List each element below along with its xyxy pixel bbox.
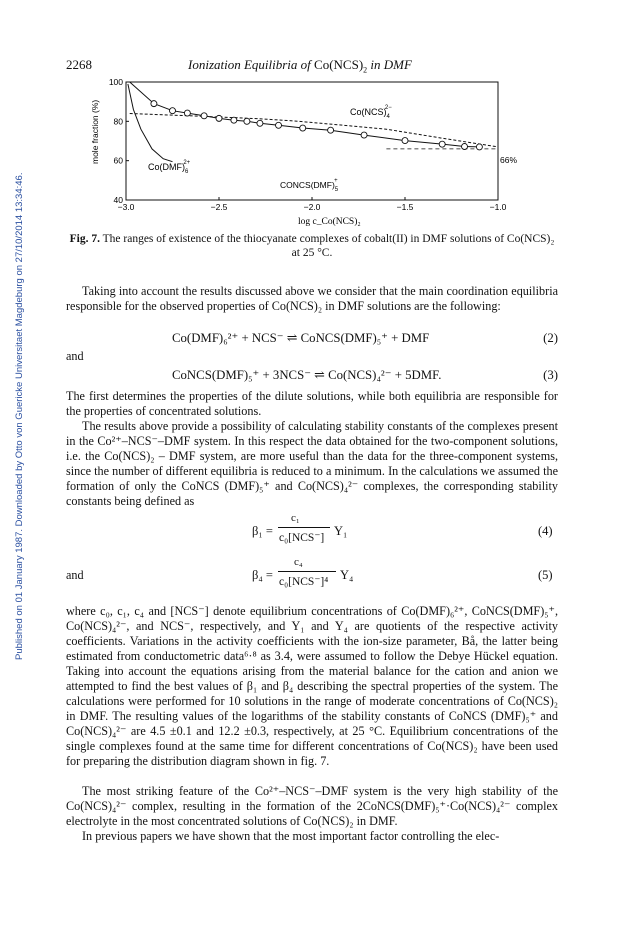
series-label-concs-dmf5: $CONCS(DMF)_5+$ [280, 178, 339, 193]
equation-4-number: (4) [538, 524, 553, 538]
equation-5-number: (5) [538, 568, 553, 582]
y-tick-label: 60 [113, 155, 123, 166]
data-point [201, 113, 207, 119]
chart-lines [128, 82, 498, 162]
annotation-66-percent: 66% [500, 155, 518, 165]
paragraph-4: where c₀, c₁, c₄ and [NCS⁻] denote equilibrium concentrations of Co(DMF)₆²⁺, CoNCS(DMF)₅⁺, Co(NCS)₄²⁻, and NCS⁻, respectively, and Y₁ and Y₄ are quotients of the respective activity coefficients. Variations in the activity coefficients with the ion-size parameter, Bå, the latter being estimated from conductometric data⁶·⁸ as 3.4, were assumed to follow the Debye Hückel equation. Taking into account the equations arising from the material balance for the cation and anion we attempted to find the best values of β₁ and β₄ describing the spectral properties of the system. The calculations were performed for 10 solutions in the range of moderate concentrations of Co(NCS)₂ in DMF. The resulting values of the logarithms of the stability constants of CoNCS (DMF)₅⁺ and Co(NCS)₄²⁻ are 4.5 ±0.1 and 12.2 ±0.3, respectively, at 25 °C. Equilibrium concentrations of the single complexes found at the same time for different concentrations of Co(NCS)₂ have been used for preparing the distribution diagram shown in fig. 7. [66, 604, 558, 768]
equation-4-denominator: c₀[NCS⁻] [279, 532, 325, 544]
chart-points [151, 101, 483, 150]
data-point [328, 127, 334, 133]
series-label-co-dmf6: $Co(DMF)_62+$ [148, 160, 191, 175]
x-tick-label: −2.0 [303, 202, 321, 212]
data-point [361, 132, 367, 138]
data-point [231, 117, 237, 123]
data-point [300, 125, 306, 131]
paragraph-6: In previous papers we have shown that the most important factor controlling the elec- [82, 829, 500, 843]
data-point [462, 144, 468, 150]
y-tick-label: 40 [113, 195, 123, 205]
x-tick-label: −3.0 [117, 202, 135, 212]
y-tick-label: 80 [113, 116, 123, 127]
equation-4-lhs: β₁ = [252, 524, 273, 538]
distribution-chart [92, 76, 532, 228]
y-axis-label: mole fraction (%) [90, 99, 100, 164]
data-point [244, 118, 250, 124]
and-connector-2: and [66, 568, 84, 582]
data-point [151, 101, 157, 107]
equation-4-bar [278, 527, 330, 528]
data-point [439, 141, 445, 147]
page-number: 2268 [66, 57, 92, 72]
and-connector-1: and [66, 349, 84, 363]
x-tick-label: −1.5 [396, 202, 414, 212]
paragraph-1: Taking into account the results discussed above we consider that the main coordination equilibria responsible for the observed properties of Co(NCS)₂ in DMF solutions are the following: [66, 284, 558, 313]
data-point [476, 144, 482, 150]
paragraph-3: The results above provide a possibility of calculating stability constants of the complexes present in the Co²⁺–NCS⁻–DMF system. In this respect the data obtained for the two-component solutions, i.e. the Co(NCS)₂ – DMF system, are more useful than the data for the three-component systems, since the number of different equilibria is reduced to a minimum. In the calculations we assumed the formation of only the CoNCS (DMF)₅⁺ and Co(NCS)₄²⁻ complexes, the corresponding stability constants being defined as [66, 419, 558, 508]
equation-4-y: Y₁ [334, 524, 348, 538]
y-tick-label: 100 [108, 77, 123, 87]
figure-caption: Fig. 7. The ranges of existence of the thiocyanate complexes of cobalt(II) in DMF solutions of Co(NCS)₂ at 25 °C. [69, 233, 555, 259]
data-point [216, 115, 222, 121]
equation-5-y: Y₄ [340, 568, 354, 582]
sidebar-publication-note: Published on 01 January 1987. Downloaded by Otto von Guericke Universitaet Magdeburg on 27/10/2014 13:34:46. [14, 172, 25, 660]
series-label-co-ncs4: $Co(NCS)_42-$ [350, 105, 392, 120]
equation-5-bar [278, 571, 336, 572]
data-point [257, 120, 263, 126]
paragraph-2: The first determines the properties of the dilute solutions, while both equilibria are responsible for the properties of concentrated solutions. [66, 389, 558, 418]
series-line-0 [130, 82, 480, 147]
equation-5-numerator: c₄ [294, 556, 303, 568]
data-point [184, 110, 190, 116]
equation-5-lhs: β₄ = [252, 568, 273, 582]
running-title: Ionization Equilibria of $Co(NCS)_2$ in DMF [188, 57, 412, 75]
data-point [402, 138, 408, 144]
x-tick-label: −1.0 [489, 202, 507, 212]
equation-3: CoNCS(DMF)₅⁺ + 3NCS⁻ ⇌ Co(NCS)₄²⁻ + 5DMF. (3) [172, 368, 558, 382]
paragraph-5: The most striking feature of the Co²⁺–NCS⁻–DMF system is the very high stability of the Co(NCS)₄²⁻ complex, resulting in the formation of the 2CoNCS(DMF)₅⁺·Co(NCS)₄²⁻ complex electrolyte in the most concentrated solutions of Co(NCS)₂ in DMF. [66, 784, 558, 828]
x-axis-label: log c_Co(NCS)₂ [298, 217, 361, 227]
x-tick-label: −2.5 [210, 202, 228, 212]
equation-2: Co(DMF)₆²⁺ + NCS⁻ ⇌ CoNCS(DMF)₅⁺ + DMF (2) [172, 331, 558, 345]
equation-5-denominator: c₀[NCS⁻]⁴ [279, 576, 329, 588]
equation-4-numerator: c₁ [291, 512, 300, 524]
data-point [276, 122, 282, 128]
data-point [170, 108, 176, 114]
series-line-1 [128, 84, 173, 162]
